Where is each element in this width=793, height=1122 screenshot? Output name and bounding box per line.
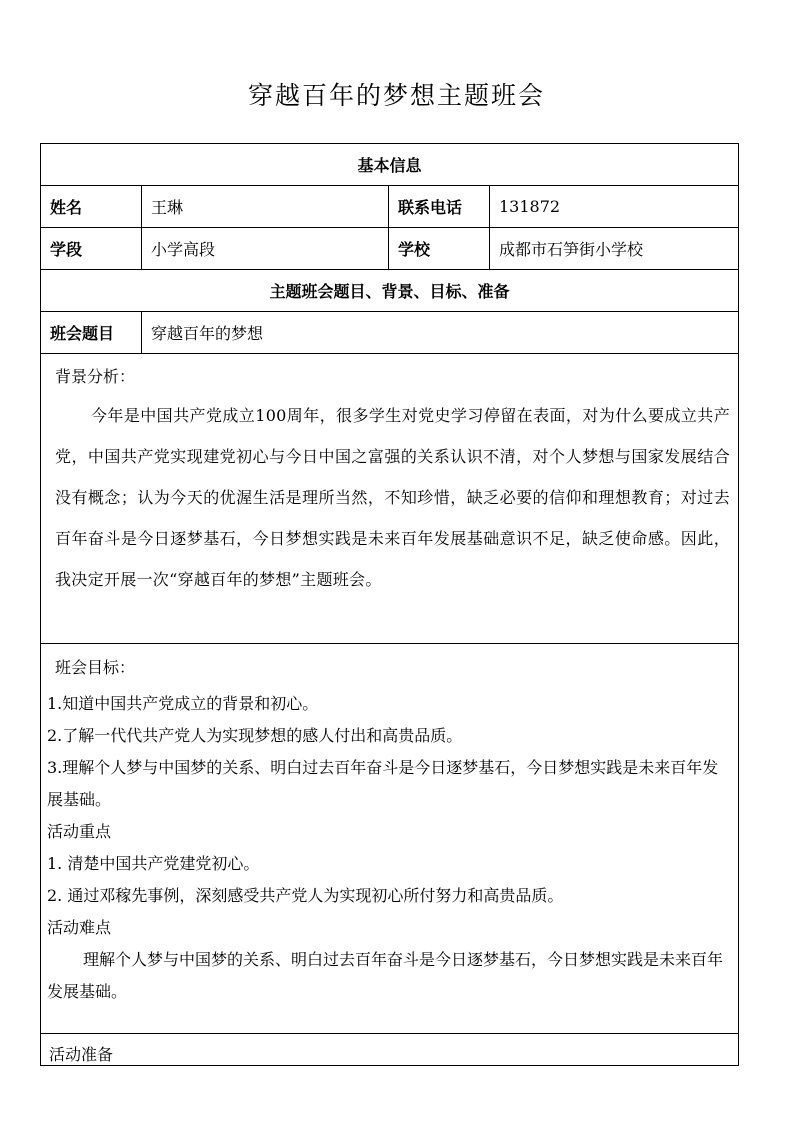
- difficulty-text: 理解个人梦与中国梦的关系、明白过去百年奋斗是今日逐梦基石，今日梦想实践是未来百年发展基础。: [47, 950, 724, 1001]
- topic-label: 班会题目: [41, 312, 142, 354]
- difficulty-heading: 活动难点: [47, 918, 112, 937]
- stage-value: 小学高段: [142, 228, 389, 270]
- school-value: 成都市石笋街小学校: [490, 228, 739, 270]
- preparation-cell: [41, 1034, 739, 1066]
- name-label: 姓名: [41, 186, 142, 228]
- page-title: 穿越百年的梦想主题班会: [247, 81, 545, 110]
- basic-info-header: 基本信息: [41, 144, 739, 186]
- focus-heading: 活动重点: [47, 822, 112, 841]
- theme-section-header: 主题班会题目、背景、目标、准备: [41, 270, 739, 312]
- school-label: 学校: [389, 228, 490, 270]
- focus-item: 2. 通过邓稼先事例，深刻感受共产党人为实现初心所付努力和高贵品质。: [47, 886, 564, 905]
- background-heading: 背景分析：: [55, 367, 136, 386]
- goal-item: 1.知道中国共产党成立的背景和初心。: [47, 694, 319, 713]
- goal-item: 2.了解一代代共产党人为实现梦想的感人付出和高贵品质。: [47, 726, 463, 745]
- goal-item: 3.理解个人梦与中国梦的关系、明白过去百年奋斗是今日逐梦基石，今日梦想实践是未来百年发展基础。: [47, 758, 719, 809]
- background-analysis-cell: [41, 354, 739, 644]
- background-paragraph: 今年是中国共产党成立100周年，很多学生对党史学习停留在表面，对为什么要成立共产党，中国共产党实现建党初心与今日中国之富强的关系认识不清，对个人梦想与国家发展结合没有概念；认为今天的优渥生活是理所当然，不知珍惜，缺乏必要的信仰和理想教育；对过去百年奋斗是今日逐梦基石，今日梦想实践是未来百年发展基础意识不足，缺乏使命感。因此，我决定开展一次“穿越百年的梦想”主题班会。: [55, 406, 731, 589]
- name-value: 王琳: [142, 186, 389, 228]
- preparation-heading: 活动准备: [49, 1045, 114, 1064]
- goals-cell: [41, 644, 739, 1034]
- lesson-plan-table: [40, 143, 739, 1066]
- focus-item: 1. 清楚中国共产党建党初心。: [47, 854, 260, 873]
- stage-label: 学段: [41, 228, 142, 270]
- phone-value: 131872: [490, 186, 739, 228]
- phone-label: 联系电话: [389, 186, 490, 228]
- topic-value: 穿越百年的梦想: [142, 312, 739, 354]
- goals-heading: 班会目标：: [55, 658, 136, 677]
